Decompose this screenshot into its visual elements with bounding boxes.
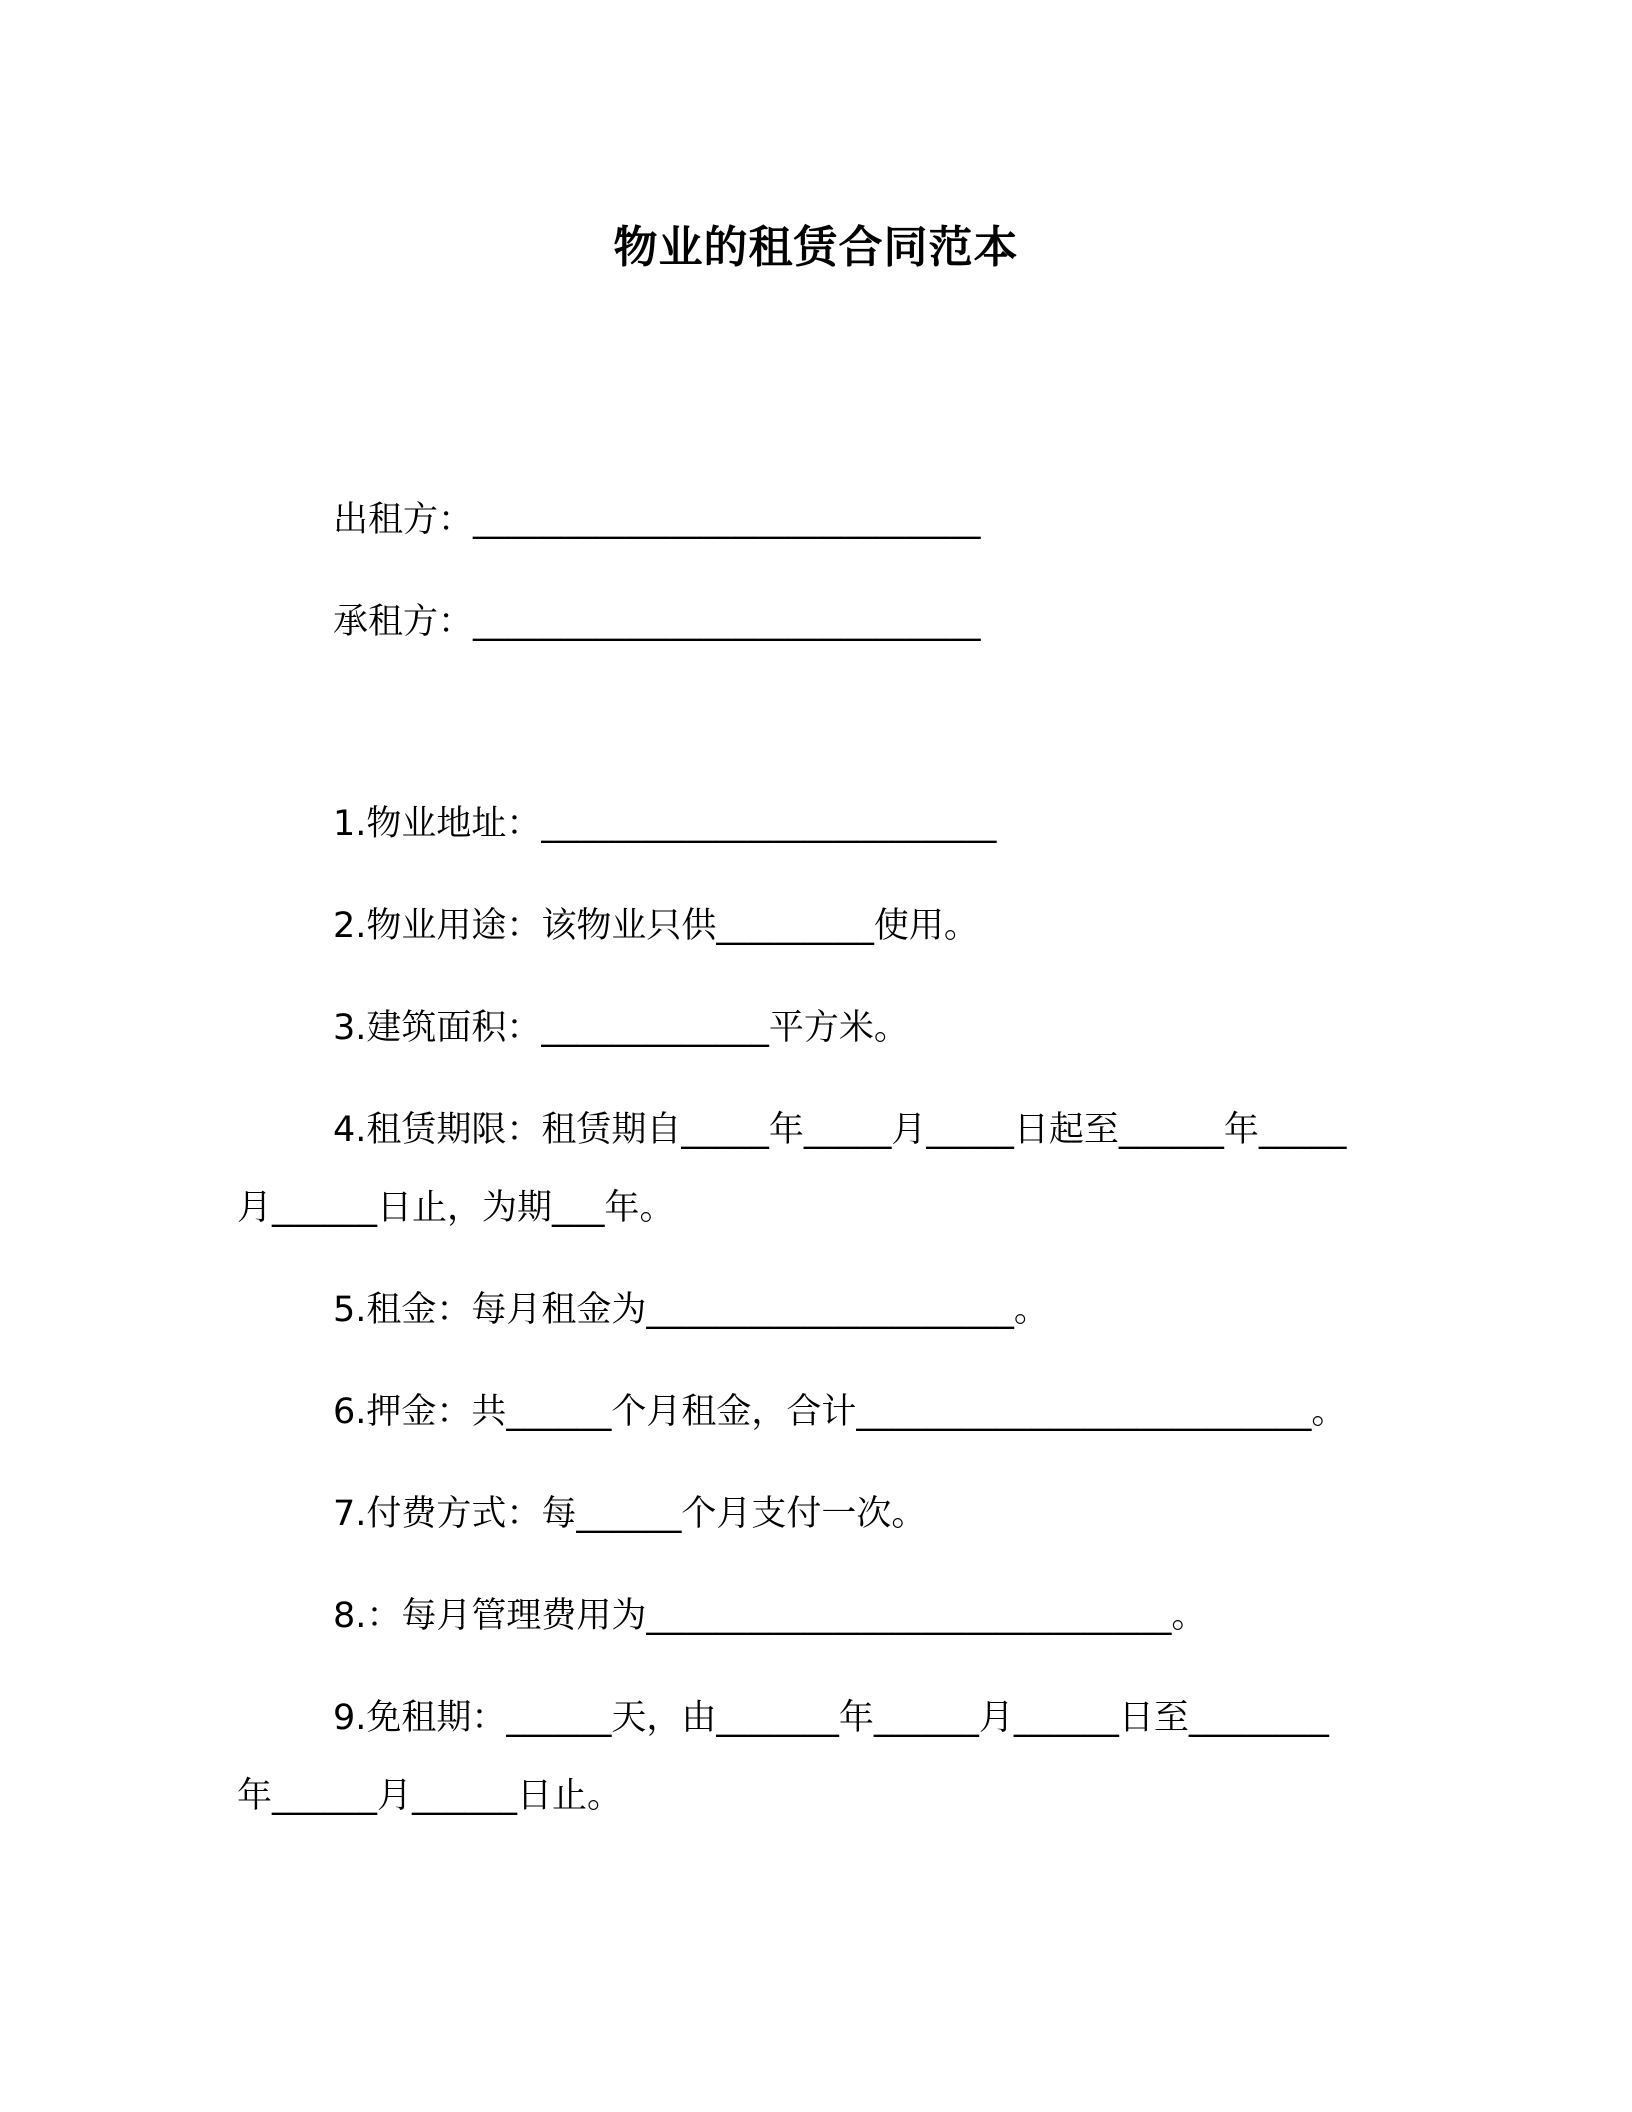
clause-9-rent-free: 9.免租期：______天，由_______年______月______日至________ [333, 1698, 1329, 1738]
clause-8-management-fee: 8.：每月管理费用为______________________________。 [333, 1596, 1207, 1636]
document-title: 物业的租赁合同范本 [613, 222, 1019, 273]
clause-7-payment: 7.付费方式：每______个月支付一次。 [333, 1494, 927, 1534]
clause-9-rent-free-continued: 年______月______日止。 [237, 1776, 623, 1816]
lessee-line: 承租方：_____________________________ [333, 602, 981, 642]
clause-1-address: 1.物业地址：__________________________ [333, 804, 997, 844]
clause-6-deposit: 6.押金：共______个月租金，合计__________________________。 [333, 1392, 1347, 1432]
clause-3-area: 3.建筑面积：_____________平方米。 [333, 1008, 909, 1048]
clause-2-usage: 2.物业用途：该物业只供_________使用。 [333, 906, 979, 946]
clause-5-rent: 5.租金：每月租金为_____________________。 [333, 1290, 1049, 1330]
lessor-line: 出租方：_____________________________ [333, 500, 981, 540]
clause-4-term: 4.租赁期限：租赁期自_____年_____月_____日起至______年_____ [333, 1110, 1347, 1150]
clause-4-term-continued: 月______日止，为期___年。 [237, 1188, 675, 1228]
